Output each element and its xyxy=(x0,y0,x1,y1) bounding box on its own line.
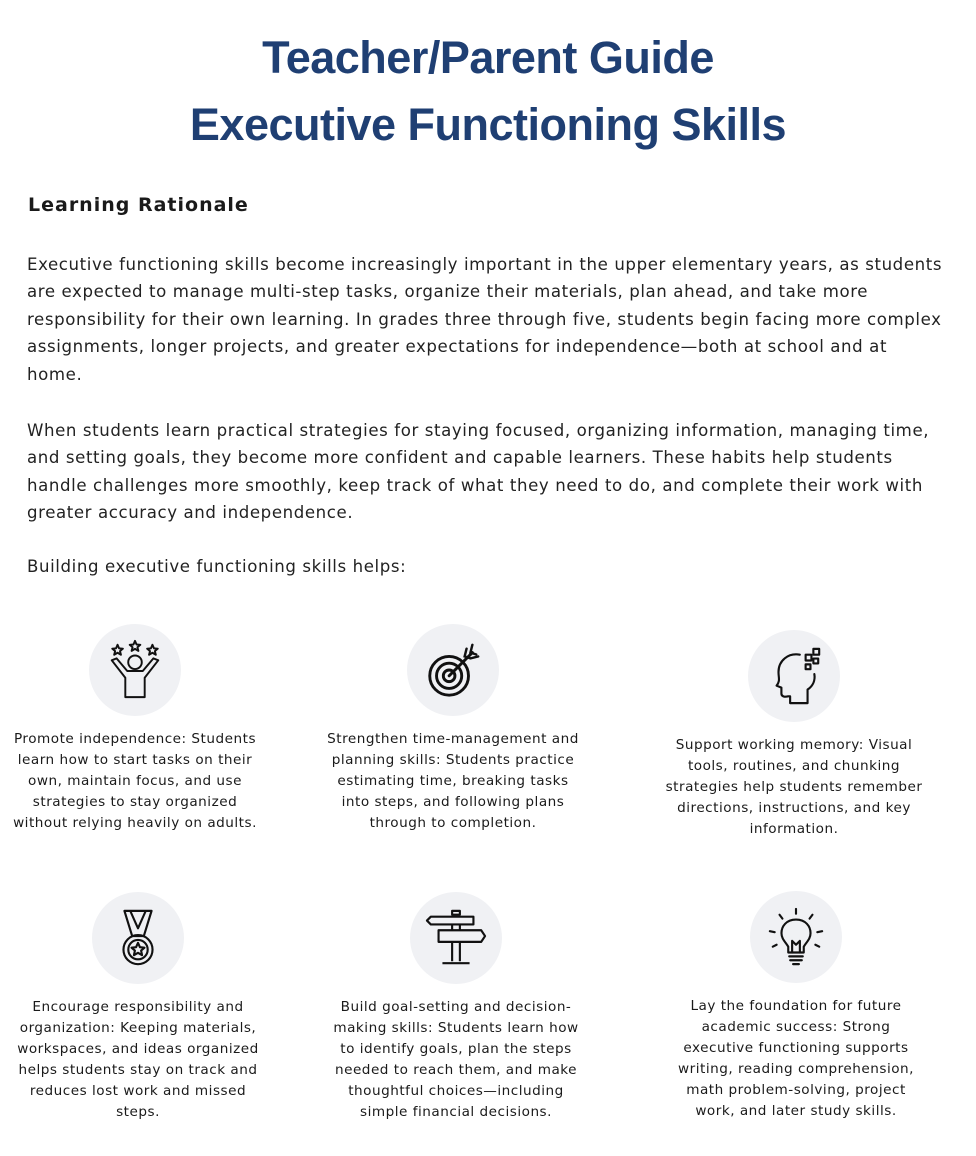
icon-circle xyxy=(407,624,499,716)
benefit-academic-success xyxy=(666,891,926,1122)
page-title xyxy=(0,24,976,158)
icon-circle xyxy=(89,624,181,716)
icon-circle xyxy=(748,630,840,722)
celebrating-person-icon xyxy=(104,639,166,701)
section-heading: Learning Rationale xyxy=(28,194,249,216)
benefit-text: Promote independence: Students learn how to start tasks on their own, maintain focus, and use strategies to stay organized without relying heavily on adults. xyxy=(13,731,257,831)
lead-in-text: Building executive functioning skills helps: xyxy=(27,557,407,576)
benefit-goal-setting xyxy=(326,892,586,1123)
head-thought-icon xyxy=(763,645,825,707)
benefit-working-memory xyxy=(664,630,924,840)
icon-circle xyxy=(410,892,502,984)
medal-icon xyxy=(107,907,169,969)
benefit-text: Strengthen time-management and planning skills: Students practice estimating time, breaking tasks into steps, and following plans through to completion. xyxy=(327,731,579,831)
benefit-text: Lay the foundation for future academic success: Strong executive functioning supports writing, reading comprehension, math problem-solving, project work, and later study skills. xyxy=(678,998,914,1119)
title-line-1: Teacher/Parent Guide xyxy=(262,32,714,83)
benefit-text: Support working memory: Visual tools, routines, and chunking strategies help students remember directions, instructions, and key information. xyxy=(665,737,923,837)
rationale-paragraph-1: Executive functioning skills become increasingly important in the upper elementary years, as students are expected to manage multi-step tasks, organize their materials, plan ahead, and take more responsibility for their own learning. In grades three through five, students begin facing more complex assignments, longer projects, and greater expectations for independence—both at school and at home. xyxy=(27,255,943,384)
signpost-icon xyxy=(425,907,487,969)
benefit-text: Build goal-setting and decision-making skills: Students learn how to identify goals, plan the steps needed to reach them, and make thoughtful choices—including simple financial decisions. xyxy=(333,999,579,1120)
icon-circle xyxy=(92,892,184,984)
benefit-independence xyxy=(5,624,265,834)
rationale-paragraph-2: When students learn practical strategies for staying focused, organizing information, managing time, and setting goals, they become more confident and capable learners. These habits help students handle challenges more smoothly, keep track of what they need to do, and complete their work with greater accuracy and independence. xyxy=(27,421,930,523)
title-line-2: Executive Functioning Skills xyxy=(189,99,787,150)
benefit-time-management xyxy=(323,624,583,834)
target-arrow-icon xyxy=(422,639,484,701)
benefit-text: Encourage responsibility and organization: Keeping materials, workspaces, and ideas organized helps students stay on track and reduces lost work and missed steps. xyxy=(17,999,259,1120)
benefit-responsibility xyxy=(8,892,268,1123)
icon-circle xyxy=(750,891,842,983)
lightbulb-icon xyxy=(765,906,827,968)
